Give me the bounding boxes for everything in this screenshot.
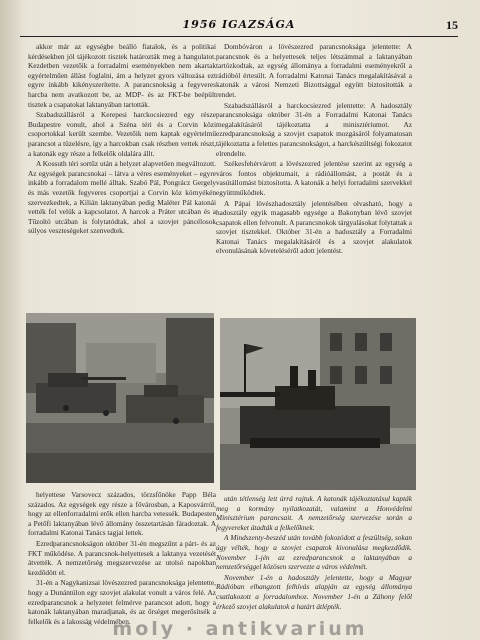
left-column-text-top: [28, 42, 216, 312]
right-column-text-top: [216, 42, 412, 316]
paragraph: A Pápai lövészhadosztály jelentésében olvasható, hogy a hadosztály egyik magasabb egysége a Bakonyban lévő szovjet csapatok ellen felvonult. A parancsnokok tárgyalásokat folytattak a szovjet tisztekkel. Október 31-én a hadosztály a Forradalmi Katonai Tanács megalakításáról és a szovjet alakulatok elvonulásának követeléséről adott jelentést.: [216, 198, 412, 256]
paragraph: A Kossuth téri sortűz után a helyzet alapvetően megváltozott. Az egységek parancsnokai – látva a véres eseményeket – egyre inkább a forradalom mellé álltak. Szabó Pál, Pongrácz Gergely és más vezetők fegyveres csoportjai a Corvin köz környékén szervezkedtek, a Kilián laktanyában pedig Maléter Pál katonái vették fel velük a kapcsolatot. A harcok a Práter utcában és a Tűzoltó utcában is folytatódtak, ahol a szovjet páncélosok súlyos veszteségeket szenvedtek.: [28, 159, 216, 236]
photo-tanks-on-street-image: [26, 313, 214, 483]
page-header: [20, 18, 458, 37]
paragraph: November 1-én a hadosztály jelentette, hogy a Magyar Rádióban elhangzott felhívás alapján az egység állománya csatlakozott a forradalomhoz. November 1-én a Záhony felől érkező szovjet alakulatok a határt átlépték.: [216, 572, 412, 611]
page-number: 15: [446, 18, 458, 32]
paragraph: Szabadszállásról a Kerepesi harckocsiezred egy része Budapestre vonult, ahol a Széna téri és a Corvin közi csoportokkal került szembe. Vezetőik nem kaptak egyértelmű parancsot a tüzelésre, így a harcokban csak részben vettek részt, a katonák egy része a felkelők oldalára állt.: [28, 110, 216, 158]
paragraph: után tétlenség lett úrrá rajtuk. A katonák tájékoztatásul kapták meg a kormány nyilatkozatát, valamint a Honvédelmi Minisztérium parancsait. A nemzetőrség szervezése során a fegyvereket átadták a felkelőknek.: [216, 494, 412, 532]
running-head: 1956 IGAZSÁGA: [182, 18, 296, 31]
paragraph: A Mindszenty-beszéd után tovább fokozódott a feszültség, sokan úgy vélték, hogy a szovjet csapatok kivonulása megkezdődik. November 1-jén az ezredparancsnok a laktanyában a nemzetőrséggel közösen szervezte a város védelmét.: [216, 533, 412, 572]
paragraph: 31-én a Nagykanizsai lövészezred parancsnoksága jelentette, hogy a Dunántúlon egy szovjet alakulat vonult a város felé. Az ezredparancsnok a helyzetet felmérve parancsot adott, hogy a katonák laktanyában maradjanak, és az őrséget megerősítsék a felkelők és a lakosság védelmében.: [28, 578, 216, 626]
photo-tank-with-soldiers-image: [220, 318, 416, 490]
paragraph: Dombóváron a lövészezred parancsnoksága jelentette: A parancsnok és a helyettesek teljes létszámmal a laktanyában tartózkodtak, az egység állománya a forradalmi eseményekről a rádióból értesült. A forradalmi Katonai Tanács megalakításával a katonák a városi Nemzeti Bizottsággal együtt biztosították a rendet.: [216, 42, 412, 99]
paragraph: akkor már az egységbe beálló fiatalok, és a politikai kérdésekben jól tájékozott tisztek határozták meg a hangulatot. Kezdetben vezetőik a forradalmi eseményekben nem akartak egyértelműen állást foglalni, ám a helyzet gyors változása ezt egyre inkább kikényszerítette. A parancsnokság a fegyveres harcba nem avatkozott be, az MDP- és az FKT-be beépült tisztek a csapatokat laktanyában tartották.: [28, 42, 216, 109]
paragraph: Székesfehérvárott a lövészezred jelentése szerint az egység a város fontos objektumait, a rádióállomást, a postát és a vasútállomást biztosította. A katonák a helyi forradalmi szervekkel együttműködtek.: [216, 159, 412, 197]
watermark: moly · antikvarium: [112, 618, 368, 640]
paragraph: helyettese Varsovecz százados, törzsfőnöke Papp Béla százados. Az egységek egy része a fővárosban, a Kaposvárról, hogy az ellenforradalmi erők ellen harcba vetessék. Budapesten a Petőfi laktanyában lévő állomány összetartásán fáradoztak. A forradalmi Katonai Tanács tagjai lettek.: [28, 490, 216, 538]
photo-tank-with-soldiers: [220, 318, 416, 490]
paragraph: Ezredparancsnokságon október 31-én megszűnt a párt- és az FKT működése. A parancsnok-helyettesek a laktanya vezetését átvették. A nemzetőrség megszervezése az utolsó napokban kezdődött el.: [28, 538, 216, 577]
paragraph: Szabadszállásról a harckocsiezred jelentette: A hadosztály parancsnoksága október 31-én a Forradalmi Katonai Tanács megalakításáról tájékoztatta a minisztériumot. Az ezredparancsnokság a szovjet csapatok mozgásáról folyamatosan tájékoztatta a felettes parancsnokságot, a harckészültségi fokozatot elrendelte.: [216, 100, 412, 158]
left-column-text-bottom: [28, 490, 216, 626]
photo-tanks-on-street: [26, 313, 214, 483]
right-column-text-bottom: [216, 494, 412, 626]
